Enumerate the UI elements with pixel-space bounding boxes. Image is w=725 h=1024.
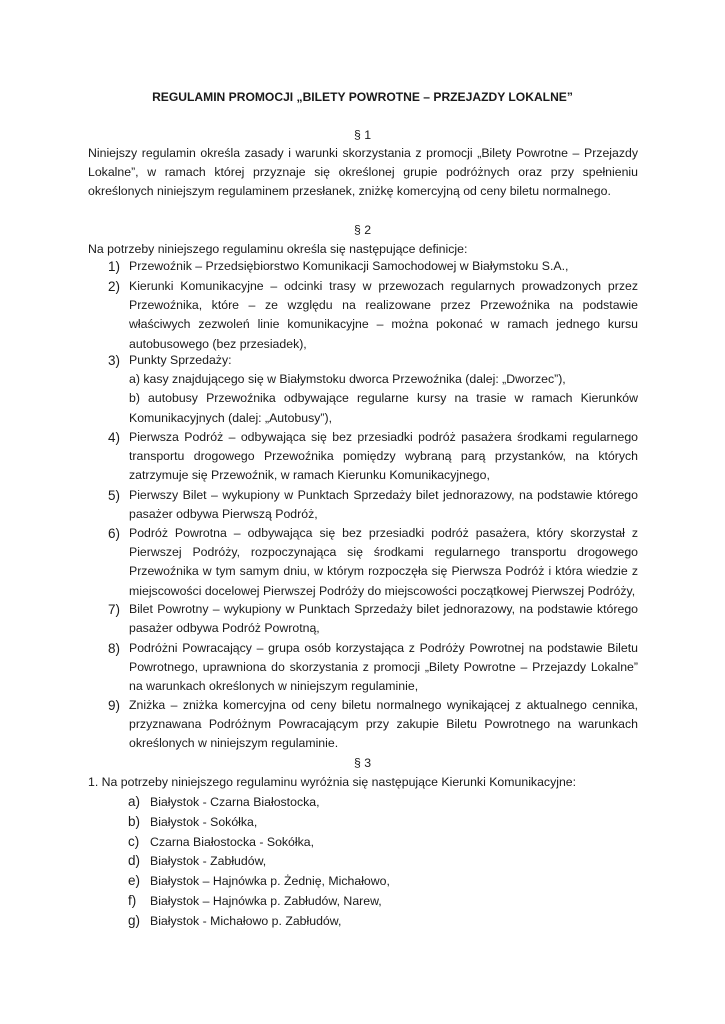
definition-text: Bilet Powrotny – wykupiony w Punktach Sprzedaży bilet jednorazowy, na podstawie którego pasażer odbywa Podróż Powrotną,	[129, 602, 638, 636]
section-1-heading: § 1	[353, 128, 372, 142]
direction-item	[128, 911, 341, 931]
definition-item	[108, 428, 638, 486]
definition-number: 7)	[108, 602, 121, 617]
definition-item	[108, 524, 638, 601]
direction-item	[128, 871, 390, 891]
direction-text: Białystok – Hajnówka p. Żednię, Michałowo,	[150, 874, 390, 888]
direction-text: Białystok – Hajnówka p. Zabłudów, Narew,	[150, 894, 382, 908]
section-2-intro: Na potrzeby niniejszego regulaminu określa się następujące definicje:	[88, 242, 468, 256]
document-title: REGULAMIN PROMOCJI „BILETY POWROTNE – PRZEJAZDY LOKALNE”	[152, 90, 573, 104]
definition-text: Przewoźnik – Przedsiębiorstwo Komunikacji Samochodowej w Białymstoku S.A.,	[129, 259, 569, 273]
definition-subitem: a) kasy znajdującego się w Białymstoku dworca Przewoźnika (dalej: „Dworzec”),	[129, 372, 566, 387]
direction-letter: c)	[128, 834, 140, 849]
section-3-intro: 1. Na potrzeby niniejszego regulaminu wyróżnia się następujące Kierunki Komunikacyjne:	[88, 775, 577, 789]
definition-item	[108, 351, 638, 428]
direction-text: Białystok - Zabłudów,	[150, 854, 267, 868]
direction-text: Białystok - Michałowo p. Zabłudów,	[150, 914, 342, 928]
definition-text: Punkty Sprzedaży:	[129, 353, 232, 367]
definition-item	[108, 600, 638, 638]
definition-item	[108, 639, 638, 697]
definition-number: 3)	[108, 353, 121, 368]
direction-item	[128, 832, 314, 852]
direction-letter: f)	[128, 893, 137, 908]
definition-item	[108, 696, 638, 754]
direction-text: Czarna Białostocka - Sokółka,	[150, 835, 315, 849]
direction-letter: d)	[128, 853, 141, 868]
definition-text: Podróżni Powracający – grupa osób korzystająca z Podróży Powrotnej na podstawie Biletu Powrotnego, uprawniona do skorzystania z promocji „Bilety Powrotne – Przejazdy Lokalne” na warunkach określonych w niniejszym regulaminie,	[129, 641, 638, 694]
definition-number: 4)	[108, 430, 121, 445]
definition-text: Podróż Powrotna – odbywająca się bez przesiadki podróż pasażera, który skorzystał z Pierwszej Podróży, rozpoczynająca się środkami regularnego transportu drogowego Przewoźnika w tym samym dniu, w którym rozpoczęła się Pierwsza Podróż i która wiedzie z miejscowości docelowej Pierwszej Podróży do miejscowości początkowej Pierwszej Podróży,	[129, 526, 638, 598]
definition-item	[108, 257, 638, 276]
definition-text: Kierunki Komunikacyjne – odcinki trasy w przewozach regularnych prowadzonych przez Przewoźnika, które – ze względu na realizowane przez Przewoźnika na podstawie właściwych zezwoleń linie komunikacyjne – można pokonać w ramach jednego kursu autobusowego (bez przesiadek),	[129, 279, 638, 351]
definition-number: 8)	[108, 641, 121, 656]
definition-item	[108, 277, 638, 354]
definition-number: 9)	[108, 698, 121, 713]
direction-text: Białystok - Sokółka,	[150, 815, 258, 829]
definition-number: 6)	[108, 526, 121, 541]
direction-item	[128, 851, 266, 871]
direction-item	[128, 891, 382, 911]
section-1-text: Niniejszy regulamin określa zasady i warunki skorzystania z promocji „Bilety Powrotne – Przejazdy Lokalne”, w ramach której przyznaje się określonej grupie podróżnych oraz przy spełnieniu określonych niniejszym regulaminem przesłanek, zniżkę komercyjną od ceny biletu normalnego.	[88, 146, 638, 199]
direction-letter: a)	[128, 794, 141, 809]
direction-text: Białystok - Czarna Białostocka,	[150, 795, 320, 809]
definition-subitem: b) autobusy Przewoźnika odbywające regularne kursy na trasie w ramach Kierunków Komunikacyjnych (dalej: „Autobusy”),	[129, 391, 638, 425]
definition-item	[108, 486, 638, 524]
definition-number: 5)	[108, 488, 121, 503]
section-3-heading: § 3	[353, 756, 372, 770]
definition-number: 1)	[108, 259, 121, 274]
definition-text: Pierwszy Bilet – wykupiony w Punktach Sprzedaży bilet jednorazowy, na podstawie którego pasażer odbywa Pierwszą Podróż,	[129, 488, 638, 522]
section-2-heading: § 2	[353, 223, 372, 237]
direction-item	[128, 792, 320, 812]
direction-letter: e)	[128, 873, 141, 888]
definition-number: 2)	[108, 279, 121, 294]
definition-text: Pierwsza Podróż – odbywająca się bez przesiadki podróż pasażera środkami regularnego transportu drogowego Przewoźnika pomiędzy wybraną parą przystanków, na których zatrzymuje się Przewoźnik, w ramach Kierunku Komunikacyjnego,	[129, 430, 638, 483]
direction-letter: g)	[128, 913, 141, 928]
definition-text: Zniżka – zniżka komercyjna od ceny biletu normalnego wynikającej z aktualnego cennika, przyznawana Podróżnym Powracającym przy zakupie Biletu Powrotnego na warunkach określonych w niniejszym regulaminie.	[129, 698, 638, 751]
direction-item	[128, 812, 257, 832]
direction-letter: b)	[128, 814, 141, 829]
